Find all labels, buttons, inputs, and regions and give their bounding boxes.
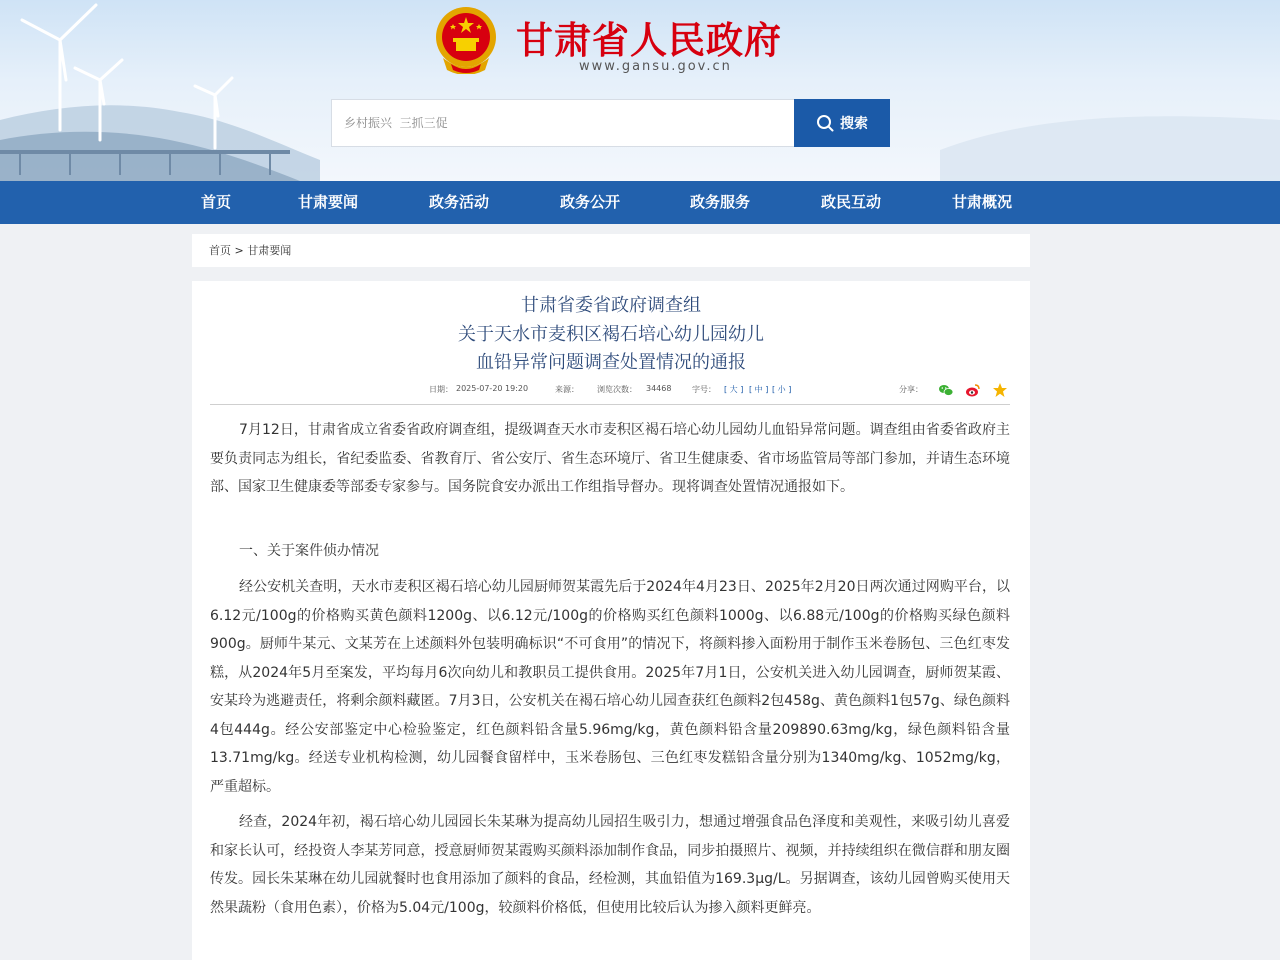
article-meta [192,382,1030,402]
search-button-label: 搜索 [840,116,868,132]
nav-item-government-activities[interactable]: 政务活动 [429,193,490,211]
source-label: 来源： [555,385,579,394]
national-emblem-icon [433,4,499,74]
article-paragraph-3: 经查，2024年初，褐石培心幼儿园园长朱某琳为提高幼儿园招生吸引力，想通过增强食品色泽度和美观性，来吸引幼儿喜爱和家长认可，经投资人李某芳同意，授意厨师贺某霞购买颜料添加制作食品，同步拍摄照片、视频，并持续组织在微信群和朋友圈传发。园长朱某琳在幼儿园就餐时也食用添加了颜料的食品，经检测，其血铅值为169.3μg/L。另据调查，该幼儿园曾购买使用天然果蔬粉（食用色素），价格为5.04元/100g，较颜料价格低，但使用比较后认为掺入颜料更鲜亮。 [210,814,1010,916]
nav-item-gansu-overview[interactable]: 甘肃概况 [952,193,1013,211]
date-label: 日期： [429,385,453,394]
favorite-star-icon[interactable] [992,382,1008,398]
search-input[interactable] [332,100,794,146]
article [192,281,1030,960]
section-title: 一、关于案件侦办情况 [239,543,379,559]
nav-item-government-services[interactable]: 政务服务 [690,193,751,211]
view-count: 34468 [646,384,672,393]
font-size-large-button[interactable]: [ 大 ] [724,385,744,394]
font-size-small-button[interactable]: [ 小 ] [772,385,792,394]
publish-date: 2025-07-20 19:20 [456,384,529,393]
search-box [331,99,794,147]
wechat-icon[interactable] [938,382,954,398]
main-nav [0,181,1280,224]
breadcrumb-home-link[interactable]: 首页 [209,244,231,257]
search-button[interactable] [794,99,890,147]
article-paragraph-1: 7月12日，甘肃省成立省委省政府调查组，提级调查天水市麦积区褐石培心幼儿园幼儿血铅异常问题。调查组由省委省政府主要负责同志为组长，省纪委监委、省教育厅、省公安厅、省生态环境厅、省卫生健康委、省市场监管局等部门参加，并请生态环境部、国家卫生健康委等部委专家参与。国务院食安办派出工作组指导督办。现将调查处置情况通报如下。 [210,422,1010,495]
weibo-icon[interactable] [965,382,981,398]
article-title-line-3: 血铅异常问题调查处置情况的通报 [476,352,746,373]
nav-item-citizen-interaction[interactable]: 政民互动 [821,193,882,211]
site-header [0,0,1280,181]
breadcrumb-current-link[interactable]: 甘肃要闻 [247,244,292,257]
article-divider [210,404,1010,405]
site-title: 甘肃省人民政府 [516,18,782,62]
search-icon [816,114,834,132]
font-size-label: 字号： [692,385,716,394]
breadcrumb [192,234,1030,267]
site-url: www.gansu.gov.cn [579,59,732,74]
nav-item-government-affairs-disclosure[interactable]: 政务公开 [560,193,621,211]
article-paragraph-2: 经公安机关查明，天水市麦积区褐石培心幼儿园厨师贺某霞先后于2024年4月23日、2025年2月20日两次通过网购平台，以6.12元/100g的价格购买黄色颜料1200g、以6.12元/100g的价格购买红色颜料1000g、以6.88元/100g的价格购买绿色颜料900g。厨师牛某元、文某芳在上述颜料外包装明确标识“不可食用”的情况下，将颜料掺入面粉用于制作玉米卷肠包、三色红枣发糕，从2024年5月至案发，平均每月6次向幼儿和教职员工提供食用。2025年7月1日，公安机关进入幼儿园调查，厨师贺某霞、安某玲为逃避责任，将剩余颜料藏匿。7月3日，公安机关在褐石培心幼儿园查获红色颜料2包458g、黄色颜料1包57g、绿色颜料4包444g。经公安部鉴定中心检验鉴定，红色颜料铅含量5.96mg/kg，黄色颜料铅含量209890.63mg/kg，绿色颜料铅含量13.71mg/kg。经送专业机构检测，幼儿园餐食留样中，玉米卷肠包、三色红枣发糕铅含量分别为1340mg/kg、1052mg/kg，严重超标。 [210,579,1010,795]
article-title-line-2: 关于天水市麦积区褐石培心幼儿园幼儿 [458,324,764,345]
article-title-line-1: 甘肃省委省政府调查组 [521,295,701,316]
breadcrumb-separator: > [234,244,244,257]
share-label: 分享： [899,385,923,394]
nav-item-gansu-news[interactable]: 甘肃要闻 [298,193,359,211]
font-size-medium-button[interactable]: [ 中 ] [749,385,769,394]
nav-item-home[interactable]: 首页 [201,193,232,211]
views-label: 浏览次数： [597,385,637,394]
breadcrumb-trail [209,234,291,267]
